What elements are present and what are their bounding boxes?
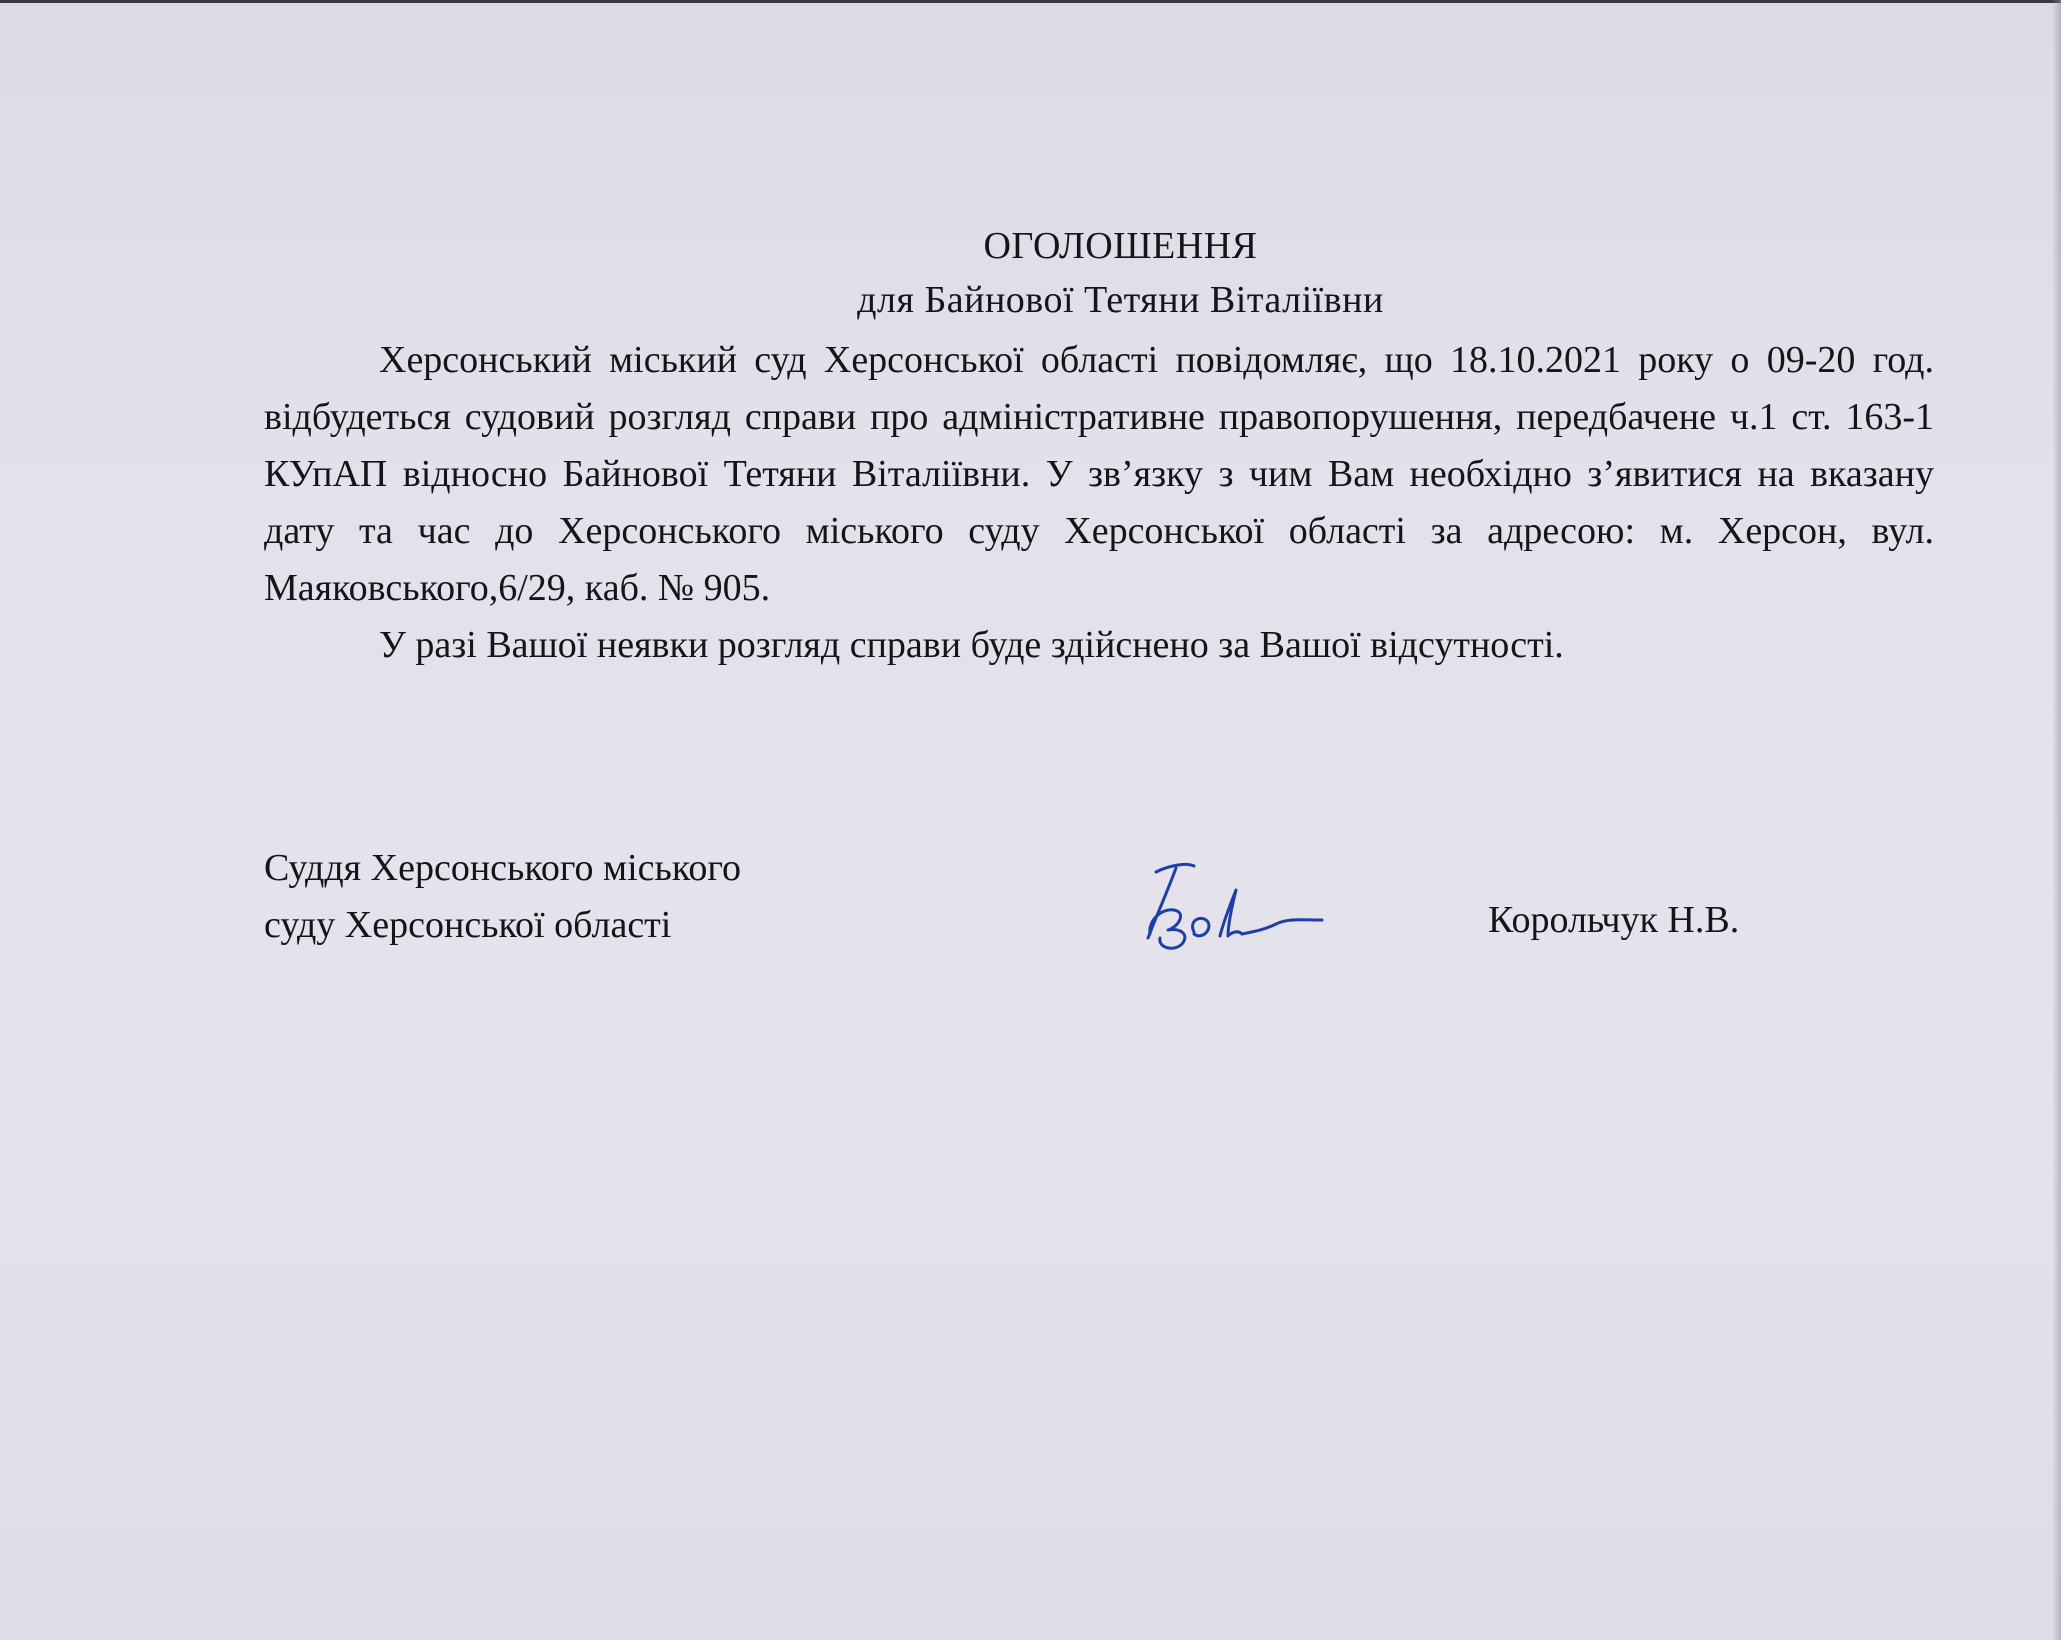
- body-paragraph-notice: Херсонський міський суд Херсонської області повідомляє, що 18.10.2021 року о 09-20 год. відбудеться судовий розгляд справи про адміністративне правопорушення, передбачене ч.1 ст. 163-1 КУпАП відносно Байнової Тетяни Віталіївни. У зв’язку з чим Вам необхідно з’явитися на вказану дату та час до Херсонського міського суду Херсонської області за адресою: м. Херсон, вул. Маяковського,6/29, каб. № 905.: [264, 339, 1934, 609]
- handwritten-signature-icon: [1128, 850, 1328, 960]
- signatory-name: Корольчук Н.В.: [1488, 899, 1740, 941]
- signatory-position: [264, 840, 741, 954]
- document-body: [264, 332, 1934, 674]
- document-title: ОГОЛОШЕННЯ: [983, 225, 1258, 267]
- paper-top-edge: [0, 0, 2061, 3]
- body-paragraph-warning: У разі Вашої неявки розгляд справи буде здійснено за Вашої відсутності.: [379, 624, 1564, 666]
- document-addressee: для Байнової Тетяни Віталіївни: [857, 279, 1384, 321]
- signatory-position-line1: Суддя Херсонського міського: [264, 847, 742, 889]
- signatory-position-line2: суду Херсонської області: [264, 904, 672, 946]
